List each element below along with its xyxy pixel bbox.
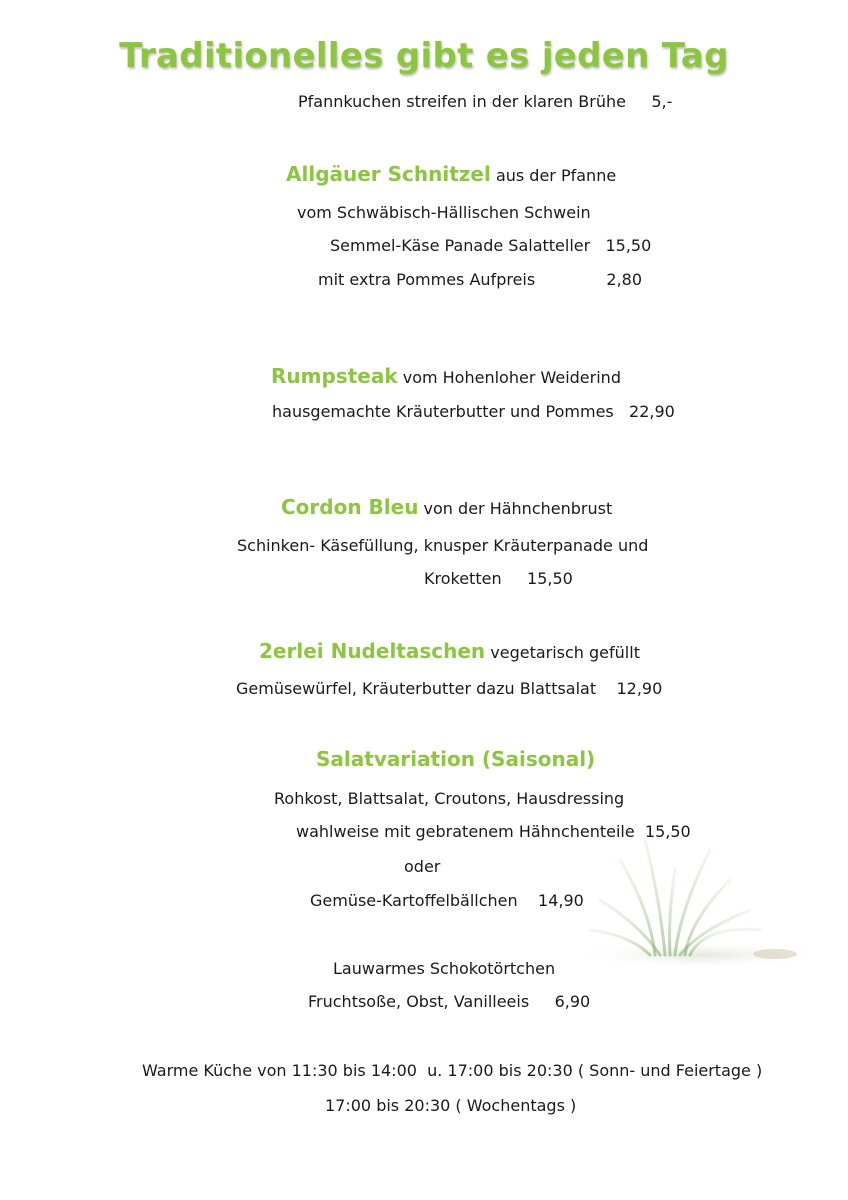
schnitzel-line-2: Semmel-Käse Panade Salatteller 15,50 (330, 236, 652, 255)
salat-line-2: wahlweise mit gebratenem Hähnchenteile 15,50 (296, 822, 691, 841)
cordon-line-1: Schinken- Käsefüllung, knusper Kräuterpanade und (237, 536, 649, 555)
hours-line-1: Warme Küche von 11:30 bis 14:00 u. 17:00 bis 20:30 ( Sonn- und Feiertage ) (142, 1061, 763, 1080)
schnitzel-suffix: aus der Pfanne (495, 166, 617, 185)
salat-line-3: oder (404, 857, 441, 876)
rumpsteak-name: Rumpsteak (271, 364, 398, 388)
nudel-line-1: Gemüsewürfel, Kräuterbutter dazu Blattsalat 12,90 (236, 679, 663, 698)
hours-line-2: 17:00 bis 20:30 ( Wochentags ) (325, 1096, 577, 1115)
cordon-line-2: Kroketten 15,50 (424, 569, 573, 588)
rumpsteak-line-1: hausgemachte Kräuterbutter und Pommes 22,90 (272, 402, 675, 421)
schnitzel-line-3: mit extra Pommes Aufpreis 2,80 (318, 270, 643, 289)
salat-heading (316, 749, 595, 771)
schnitzel-heading (286, 164, 616, 186)
rumpsteak-heading (271, 366, 621, 388)
schnitzel-name: Allgäuer Schnitzel (286, 162, 491, 186)
cordon-name: Cordon Bleu (281, 495, 419, 519)
dessert-line-2: Fruchtsoße, Obst, Vanilleeis 6,90 (308, 992, 591, 1011)
nudel-heading (259, 641, 640, 663)
salat-name: Salatvariation (Saisonal) (316, 747, 596, 771)
nudel-name: 2erlei Nudeltaschen (259, 639, 486, 663)
schnitzel-line-1: vom Schwäbisch-Hällischen Schwein (297, 203, 591, 222)
cordon-heading (281, 497, 612, 519)
menu-title: Traditionelles gibt es jeden Tag (119, 36, 729, 76)
dessert-line-1: Lauwarmes Schokotörtchen (333, 959, 556, 978)
soup-line: Pfannkuchen streifen in der klaren Brühe 5,- (298, 92, 673, 111)
salat-line-1: Rohkost, Blattsalat, Croutons, Hausdressing (274, 789, 625, 808)
cordon-suffix: von der Hähnchenbrust (423, 499, 613, 518)
nudel-suffix: vegetarisch gefüllt (490, 643, 640, 662)
salat-line-4: Gemüse-Kartoffelbällchen 14,90 (310, 891, 584, 910)
grass-image (560, 830, 830, 970)
rumpsteak-suffix: vom Hohenloher Weiderind (402, 368, 621, 387)
